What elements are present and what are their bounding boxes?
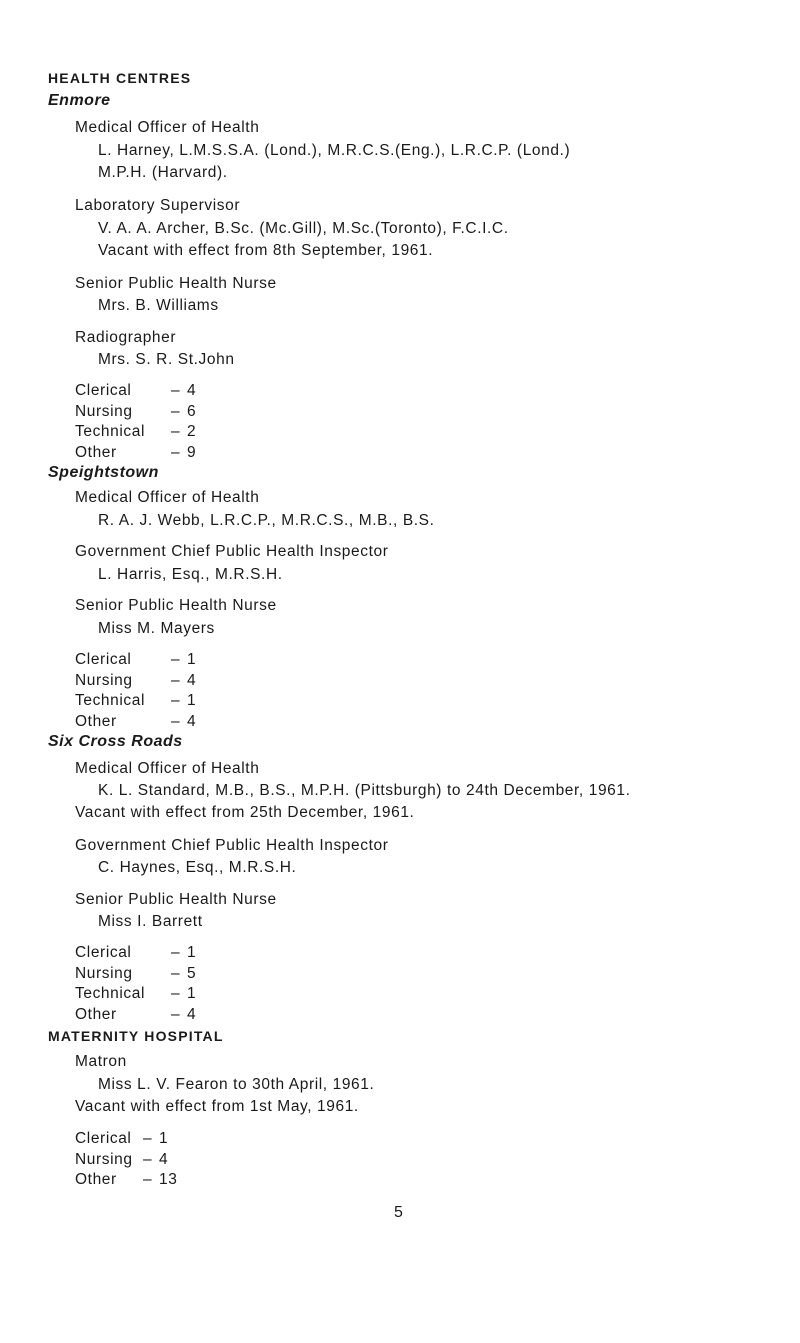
staff-row (75, 964, 196, 985)
scr-gcphi-name: C. Haynes, Esq., M.R.S.H. (98, 859, 297, 876)
enmore-moh-line2: M.P.H. (Harvard). (98, 164, 228, 181)
staff-row (75, 1005, 196, 1026)
dash: – (143, 1150, 153, 1168)
staff-label: Clerical (75, 651, 132, 668)
section-heading-maternity-hospital: MATERNITY HOSPITAL (48, 1028, 224, 1044)
dash: – (171, 423, 181, 440)
maternity-staff-table (75, 1129, 177, 1191)
subsection-title-six-cross-roads: Six Cross Roads (48, 733, 183, 750)
scr-sphn-title: Senior Public Health Nurse (75, 891, 277, 908)
dash: – (171, 712, 181, 730)
dash: – (171, 651, 181, 668)
maternity-matron-line2: Vacant with effect from 1st May, 1961. (75, 1098, 359, 1115)
staff-label: Technical (75, 985, 146, 1002)
speightstown-sphn-title: Senior Public Health Nurse (75, 597, 277, 614)
staff-row (75, 671, 196, 692)
scr-moh-title: Medical Officer of Health (75, 760, 260, 777)
staff-count: 6 (187, 402, 197, 420)
speightstown-moh-line1: R. A. J. Webb, L.R.C.P., M.R.C.S., M.B., B.S. (98, 512, 435, 529)
dash: – (171, 443, 181, 461)
scr-moh-line1: K. L. Standard, M.B., B.S., M.P.H. (Pittsburgh) to 24th December, 1961. (98, 782, 631, 799)
dash: – (171, 692, 181, 709)
enmore-radiographer-title: Radiographer (75, 329, 177, 346)
staff-row (75, 422, 196, 443)
staff-row (75, 712, 196, 733)
staff-count: 1 (159, 1130, 169, 1147)
staff-label: Other (75, 1171, 117, 1188)
staff-count: 13 (159, 1171, 178, 1188)
maternity-matron-line1: Miss L. V. Fearon to 30th April, 1961. (98, 1076, 375, 1093)
page-number: 5 (394, 1204, 404, 1221)
staff-row (75, 943, 196, 964)
enmore-lab-title: Laboratory Supervisor (75, 197, 241, 214)
staff-row (75, 381, 196, 402)
staff-label: Other (75, 712, 117, 730)
staff-row (75, 691, 196, 712)
staff-row (75, 984, 196, 1005)
dash: – (171, 964, 181, 982)
staff-count: 4 (187, 382, 197, 399)
staff-label: Clerical (75, 1130, 132, 1147)
enmore-lab-line2: Vacant with effect from 8th September, 1961. (98, 242, 434, 259)
speightstown-moh-title: Medical Officer of Health (75, 489, 260, 506)
enmore-radiographer-name: Mrs. S. R. St.John (98, 351, 235, 368)
staff-row (75, 443, 196, 464)
staff-label: Nursing (75, 1150, 133, 1168)
staff-row (75, 1150, 177, 1171)
dash: – (171, 402, 181, 420)
staff-row (75, 1170, 177, 1191)
staff-count: 1 (187, 944, 197, 961)
dash: – (143, 1171, 153, 1188)
enmore-sphn-name: Mrs. B. Williams (98, 297, 219, 314)
speightstown-staff-table (75, 650, 196, 732)
staff-row (75, 650, 196, 671)
staff-row (75, 402, 196, 423)
dash: – (171, 671, 181, 689)
dash: – (171, 1005, 181, 1023)
speightstown-gcphi-title: Government Chief Public Health Inspector (75, 543, 389, 560)
staff-label: Nursing (75, 671, 133, 689)
staff-count: 4 (187, 1005, 197, 1023)
staff-row (75, 1129, 177, 1150)
maternity-matron-title: Matron (75, 1053, 127, 1070)
scr-sphn-name: Miss I. Barrett (98, 913, 203, 930)
staff-count: 4 (159, 1150, 169, 1168)
dash: – (143, 1130, 153, 1147)
enmore-sphn-title: Senior Public Health Nurse (75, 275, 277, 292)
enmore-moh-line1: L. Harney, L.M.S.S.A. (Lond.), M.R.C.S.(Eng.), L.R.C.P. (Lond.) (98, 142, 571, 159)
staff-count: 9 (187, 443, 197, 461)
staff-count: 5 (187, 964, 197, 982)
enmore-lab-line1: V. A. A. Archer, B.Sc. (Mc.Gill), M.Sc.(Toronto), F.C.I.C. (98, 220, 509, 237)
staff-count: 1 (187, 692, 197, 709)
staff-label: Technical (75, 423, 146, 440)
staff-label: Technical (75, 692, 146, 709)
staff-count: 1 (187, 651, 197, 668)
staff-label: Other (75, 443, 117, 461)
staff-count: 4 (187, 712, 197, 730)
staff-label: Nursing (75, 402, 133, 420)
dash: – (171, 382, 181, 399)
speightstown-gcphi-name: L. Harris, Esq., M.R.S.H. (98, 566, 283, 583)
scr-moh-line2: Vacant with effect from 25th December, 1961. (75, 804, 415, 821)
staff-count: 4 (187, 671, 197, 689)
staff-label: Other (75, 1005, 117, 1023)
dash: – (171, 985, 181, 1002)
scr-gcphi-title: Government Chief Public Health Inspector (75, 837, 389, 854)
dash: – (171, 944, 181, 961)
staff-label: Clerical (75, 382, 132, 399)
staff-count: 1 (187, 985, 197, 1002)
staff-label: Nursing (75, 964, 133, 982)
scr-staff-table (75, 943, 196, 1025)
subsection-title-enmore: Enmore (48, 92, 111, 109)
staff-count: 2 (187, 423, 197, 440)
subsection-title-speightstown: Speightstown (48, 464, 159, 481)
section-heading-health-centres: HEALTH CENTRES (48, 70, 192, 86)
enmore-staff-table (75, 381, 196, 463)
speightstown-sphn-name: Miss M. Mayers (98, 620, 215, 637)
enmore-moh-title: Medical Officer of Health (75, 119, 260, 136)
staff-label: Clerical (75, 944, 132, 961)
